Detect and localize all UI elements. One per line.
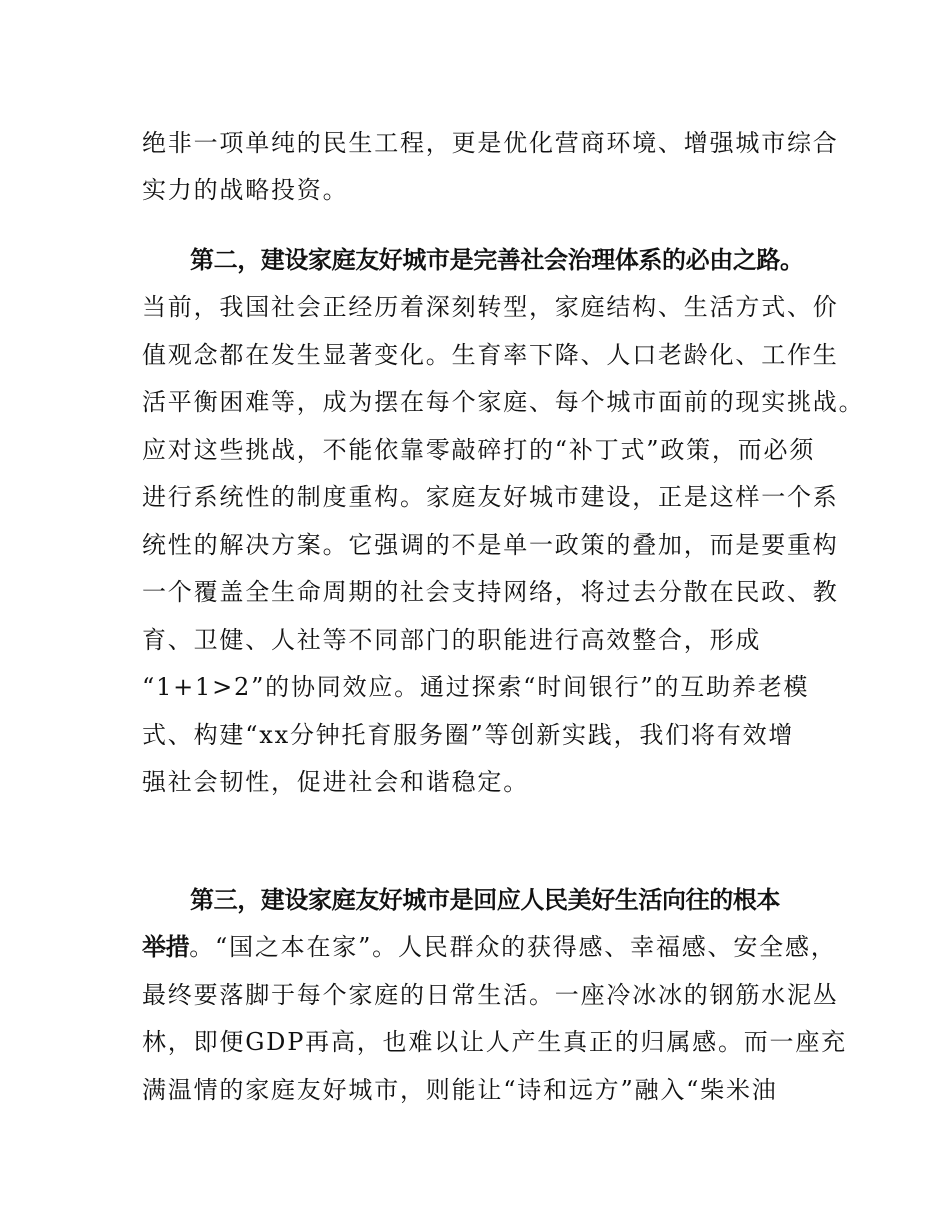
body-text: 绝非一项单纯的民生工程，更是优化营商环境、增强城市综合 (142, 129, 839, 157)
body-text: 育、卫健、人社等不同部门的职能进行高效整合，形成 (142, 626, 762, 654)
body-text: 实力的战略投资。 (142, 176, 349, 204)
body-text: 。“国之本在家”。人民群众的获得感、幸福感、安全感， (189, 933, 837, 961)
body-text: 值观念都在发生显著变化。生育率下降、人口老龄化、工作生 (142, 341, 839, 369)
body-text: 进行系统性的制度重构。家庭友好城市建设，正是这样一个系 (142, 483, 839, 511)
text-line (142, 980, 839, 1010)
text-line (142, 1027, 847, 1057)
paragraph-heading-line (190, 245, 804, 275)
text-line (142, 932, 837, 962)
body-text: 统性的解决方案。它强调的不是单一政策的叠加，而是要重构 (142, 531, 839, 559)
paragraph-heading-line (190, 885, 780, 915)
body-text: 一个覆盖全生命周期的社会支持网络，将过去分散在民政、教 (142, 578, 839, 606)
bold-text: 举措 (142, 933, 190, 961)
bold-text: 第二，建设家庭友好城市是完善社会治理体系的必由之路。 (190, 246, 804, 274)
body-text: 活平衡困难等，成为摆在每个家庭、每个城市面前的现实挑战。 (142, 388, 865, 416)
text-line (142, 720, 794, 750)
text-line (142, 1075, 778, 1105)
text-line (142, 767, 529, 797)
text-line (142, 175, 348, 205)
text-line (142, 292, 839, 322)
body-text: 满温情的家庭友好城市，则能让“诗和远方”融入“柴米油 (142, 1076, 778, 1104)
body-text: 当前，我国社会正经历着深刻转型，家庭结构、生活方式、价 (142, 293, 839, 321)
body-text: 林，即便GDP再高，也难以让人产生真正的归属感。而一座充 (142, 1028, 847, 1056)
text-line (142, 435, 815, 465)
body-text: 强社会韧性，促进社会和谐稳定。 (142, 768, 529, 796)
text-line (142, 625, 761, 655)
text-line (142, 340, 839, 370)
body-text: “1+1>2”的协同效应。通过探索“时间银行”的互助养老模 (142, 673, 810, 701)
text-line (142, 577, 839, 607)
text-line (142, 482, 839, 512)
text-line (142, 387, 864, 417)
text-line (142, 128, 839, 158)
text-line (142, 672, 809, 702)
body-text: 式、构建“xx分钟托育服务圈”等创新实践，我们将有效增 (142, 721, 795, 749)
text-line (142, 530, 839, 560)
body-text: 应对这些挑战，不能依靠零敲碎打的“补丁式”政策，而必须 (142, 436, 816, 464)
bold-text: 第三，建设家庭友好城市是回应人民美好生活向往的根本 (190, 886, 780, 914)
body-text: 最终要落脚于每个家庭的日常生活。一座冷冰冰的钢筋水泥丛 (142, 981, 839, 1009)
